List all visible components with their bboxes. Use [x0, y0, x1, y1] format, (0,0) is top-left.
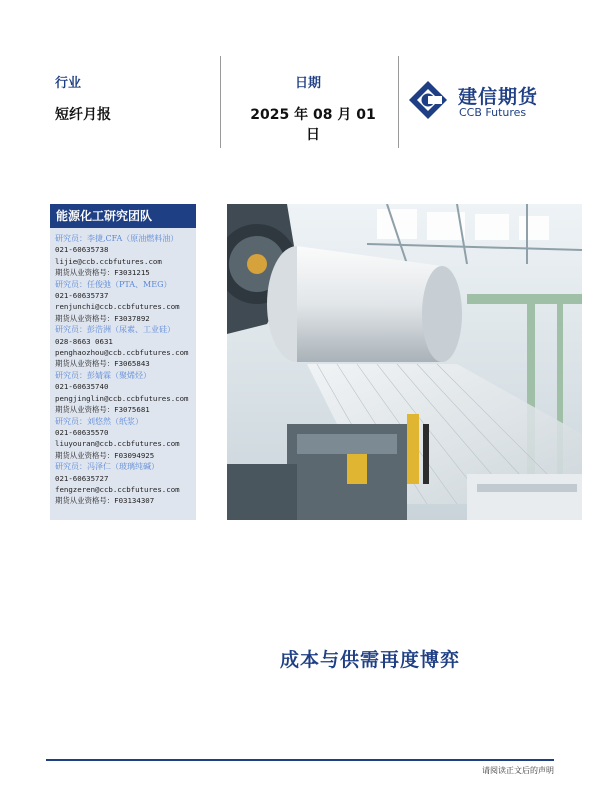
analyst-license: 期货从业资格号：F03094925 — [55, 450, 155, 460]
analyst-phone: 028-8663 0631 — [55, 336, 113, 346]
analyst-phone: 021-60635737 — [55, 291, 109, 301]
ccb-logo-icon — [408, 80, 448, 120]
analyst-license: 期货从业资格号：F3031215 — [55, 268, 150, 278]
analyst-role: 研究员：任俊弛（PTA、MEG） — [55, 279, 172, 289]
header-divider — [220, 56, 221, 148]
date-label: 日期 — [295, 76, 322, 91]
analyst-email[interactable]: penghaozhou@ccb.ccbfutures.com — [55, 348, 189, 358]
analyst-license: 期货从业资格号：F03134307 — [55, 496, 155, 506]
analyst-email[interactable]: renjunchi@ccb.ccbfutures.com — [55, 302, 180, 312]
team-title: 能源化工研究团队 — [50, 204, 196, 228]
logo-text-en: CCB Futures — [459, 106, 527, 119]
analyst-entry — [55, 233, 191, 279]
analyst-role: 研究员：彭婧霖（聚烯烃） — [55, 370, 151, 380]
analyst-email[interactable]: fengzeren@ccb.ccbfutures.com — [55, 484, 180, 494]
analyst-phone: 021-60635727 — [55, 473, 109, 483]
analyst-phone: 021-60635740 — [55, 382, 109, 392]
cover-photo-textile-machinery — [227, 204, 582, 520]
industry-value: 短纤月报 — [55, 107, 111, 123]
analyst-email[interactable]: liuyouran@ccb.ccbfutures.com — [55, 439, 180, 449]
analyst-role: 研究员：李捷,CFA（原油燃料油） — [55, 234, 179, 243]
header-divider — [398, 56, 399, 148]
analyst-email[interactable]: pengjinglin@ccb.ccbfutures.com — [55, 393, 189, 403]
analyst-entry — [55, 461, 191, 507]
analyst-entry — [55, 370, 191, 416]
analyst-license: 期货从业资格号：F3065843 — [55, 359, 150, 369]
footer-disclaimer-note: 请阅读正文后的声明 — [482, 766, 554, 775]
analyst-role: 研究员：刘悠然（纸浆） — [55, 416, 143, 426]
industry-block — [55, 72, 111, 124]
analyst-role: 研究员：冯泽仁（玻璃纯碱） — [55, 462, 159, 472]
logo-text-cn: 建信期货 — [458, 86, 539, 108]
analyst-entry — [55, 416, 191, 462]
analyst-role: 研究员：彭浩洲（尿素、工业硅） — [55, 325, 175, 335]
footer-divider — [46, 759, 554, 761]
ccb-futures-logo — [408, 80, 578, 124]
analyst-license: 期货从业资格号：F3037892 — [55, 313, 150, 323]
date-block — [243, 72, 383, 144]
industry-label: 行业 — [55, 76, 82, 91]
analyst-phone: 021-60635738 — [55, 245, 109, 255]
analyst-phone: 021-60635570 — [55, 427, 109, 437]
report-title: 成本与供需再度博弈 — [280, 649, 461, 671]
research-team-panel — [50, 204, 196, 520]
analyst-entry — [55, 324, 191, 370]
analyst-entry — [55, 279, 191, 325]
analyst-email[interactable]: lijie@ccb.ccbfutures.com — [55, 256, 162, 266]
date-value: 2025 年 08 月 01 日 — [250, 107, 376, 143]
analyst-license: 期货从业资格号：F3075681 — [55, 405, 150, 415]
analyst-list — [50, 228, 196, 507]
